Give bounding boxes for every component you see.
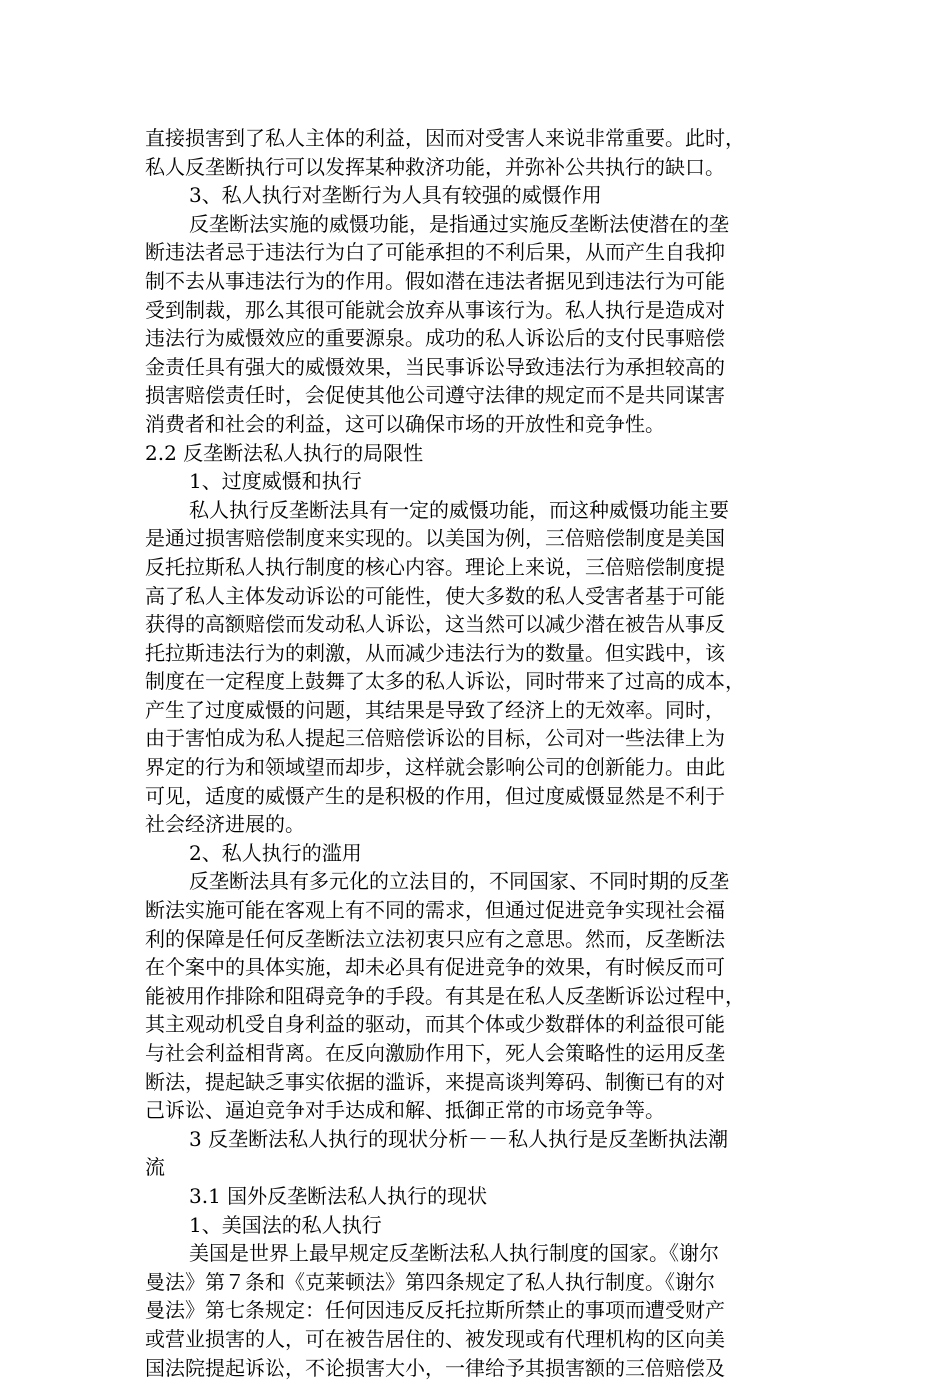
text-line: 或营业损害的人，可在被告居住的、被发现或有代理机构的区向美	[145, 1326, 725, 1351]
text-line: 直接损害到了私人主体的利益，因而对受害人来说非常重要。此时，	[145, 126, 745, 150]
text-line: 1、过度威慑和执行	[189, 469, 362, 494]
text-line: 受到制裁，那么其很可能就会放弃从事该行为。私人执行是造成对	[145, 297, 725, 322]
text-line: 2、私人执行的滥用	[189, 840, 362, 865]
text-line: 3 反垄断法私人执行的现状分析－－私人执行是反垄断执法潮	[189, 1126, 729, 1151]
text-line: 损害赔偿责任时，会促使其他公司遵守法律的规定而不是共同谋害	[145, 383, 725, 408]
text-line: 私人执行反垄断法具有一定的威慑功能，而这种威慑功能主要	[189, 497, 729, 522]
text-line: 曼法》第七条规定：任何因违反反托拉斯所禁止的事项而遭受财产	[145, 1298, 725, 1323]
text-line: 利的保障是任何反垄断法立法初衷只应有之意思。然而，反垄断法	[145, 926, 725, 951]
text-line: 3.1 国外反垄断法私人执行的现状	[189, 1183, 488, 1208]
text-line: 社会经济进展的。	[145, 812, 305, 837]
text-line: 在个案中的具体实施，却未必具有促进竞争的效果，有时候反而可	[145, 955, 725, 980]
text-line: 曼法》第７条和《克莱顿法》第四条规定了私人执行制度。《谢尔	[145, 1269, 715, 1294]
text-line: 违法行为威慑效应的重要源泉。成功的私人诉讼后的支付民事赔偿	[145, 326, 725, 351]
text-line: 美国是世界上最早规定反垄断法私人执行制度的国家。《谢尔	[189, 1241, 719, 1266]
text-line: 高了私人主体发动诉讼的可能性，使大多数的私人受害者基于可能	[145, 583, 725, 608]
text-line: 消费者和社会的利益，这可以确保市场的开放性和竞争性。	[145, 411, 665, 436]
text-line: 能被用作排除和阻碍竞争的手段。有其是在私人反垄断诉讼过程中，	[145, 983, 745, 1008]
text-line: 断违法者忌于违法行为白了可能承担的不利后果，从而产生自我抑	[145, 240, 725, 265]
text-line: 3、私人执行对垄断行为人具有较强的威慑作用	[189, 183, 602, 208]
text-line: 获得的高额赔偿而发动私人诉讼，这当然可以减少潜在被告从事反	[145, 612, 725, 637]
text-line: 是通过损害赔偿制度来实现的。以美国为例，三倍赔偿制度是美国	[145, 526, 725, 551]
text-line: 其主观动机受自身利益的驱动，而其个体或少数群体的利益很可能	[145, 1012, 725, 1037]
text-line: 断法实施可能在客观上有不同的需求，但通过促进竞争实现社会福	[145, 898, 725, 923]
text-line: 金责任具有强大的威慑效果，当民事诉讼导致违法行为承担较高的	[145, 354, 725, 379]
text-line: 可见，适度的威慑产生的是积极的作用，但过度威慑显然是不利于	[145, 783, 725, 808]
text-line: 与社会利益相背离。在反向激励作用下，死人会策略性的运用反垄	[145, 1041, 725, 1065]
text-line: 制度在一定程度上鼓舞了太多的私人诉讼，同时带来了过高的成本，	[145, 669, 745, 694]
text-line: 己诉讼、逼迫竞争对手达成和解、抵御正常的市场竞争等。	[145, 1098, 665, 1123]
text-line: 2.2 反垄断法私人执行的局限性	[145, 440, 424, 465]
text-line: 流	[145, 1155, 165, 1180]
text-line: 私人反垄断执行可以发挥某种救济功能，并弥补公共执行的缺口。	[145, 154, 725, 179]
text-line: 断法，提起缺乏事实依据的滥诉，来提高谈判筹码、制衡已有的对	[145, 1069, 725, 1094]
text-line: 反托拉斯私人执行制度的核心内容。理论上来说，三倍赔偿制度提	[145, 554, 725, 579]
text-line: 托拉斯违法行为的刺激，从而减少违法行为的数量。但实践中，该	[145, 640, 725, 665]
text-line: 反垄断法实施的威慑功能，是指通过实施反垄断法使潜在的垄	[189, 211, 729, 236]
text-line: 制不去从事违法行为的作用。假如潜在违法者据见到违法行为可能	[145, 268, 725, 293]
text-line: 反垄断法具有多元化的立法目的，不同国家、不同时期的反垄	[189, 869, 729, 894]
text-line: 界定的行为和领域望而却步，这样就会影响公司的创新能力。由此	[145, 755, 725, 780]
text-line: 1、美国法的私人执行	[189, 1212, 382, 1237]
text-line: 产生了过度威慑的问题，其结果是导致了经济上的无效率。同时，	[145, 697, 725, 722]
text-line: 国法院提起诉讼，不论损害大小，一律给予其损害额的三倍赔偿及	[145, 1355, 725, 1380]
text-line: 由于害怕成为私人提起三倍赔偿诉讼的目标，公司对一些法律上为	[145, 726, 725, 751]
document-page	[145, 124, 815, 1382]
